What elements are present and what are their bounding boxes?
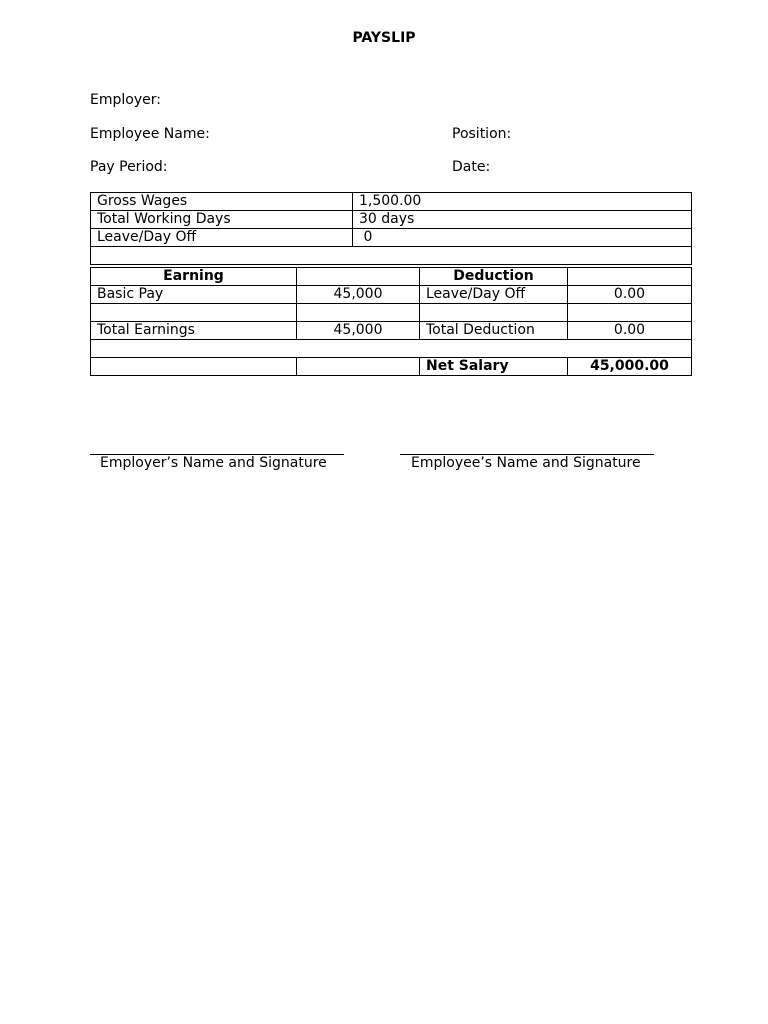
deduction-header: Deduction [420, 268, 568, 286]
totals-row [91, 322, 692, 340]
earning-header: Earning [91, 268, 297, 286]
breakdown-table [90, 267, 692, 376]
spacer-row [91, 340, 692, 358]
leave-value: 0 [353, 229, 692, 247]
gross-wages-label: Gross Wages [91, 193, 353, 211]
position-label: Position: [452, 126, 512, 142]
employee-name-label: Employee Name: [90, 126, 210, 142]
total-deduction-amount: 0.00 [568, 322, 692, 340]
pay-period-label: Pay Period: [90, 159, 168, 175]
empty-row [91, 304, 692, 322]
page-title: PAYSLIP [352, 30, 416, 46]
table-row [91, 193, 692, 211]
net-salary-label: Net Salary [420, 358, 568, 376]
total-earnings-label: Total Earnings [91, 322, 297, 340]
deduction-item: Leave/Day Off [420, 286, 568, 304]
working-days-label: Total Working Days [91, 211, 353, 229]
earning-amount: 45,000 [297, 286, 420, 304]
table-row [91, 286, 692, 304]
table-row [91, 211, 692, 229]
spacer-row [91, 247, 692, 265]
leave-label: Leave/Day Off [91, 229, 353, 247]
employer-signature-label: Employer’s Name and Signature [100, 455, 327, 471]
table-header-row [91, 268, 692, 286]
deduction-amount: 0.00 [568, 286, 692, 304]
table-row [91, 229, 692, 247]
total-earnings-amount: 45,000 [297, 322, 420, 340]
net-salary-amount: 45,000.00 [568, 358, 692, 376]
earning-item: Basic Pay [91, 286, 297, 304]
net-salary-row [91, 358, 692, 376]
summary-table [90, 192, 692, 265]
employee-signature-label: Employee’s Name and Signature [411, 455, 641, 471]
date-label: Date: [452, 159, 491, 175]
employer-label: Employer: [90, 92, 161, 108]
total-deduction-label: Total Deduction [420, 322, 568, 340]
gross-wages-value: 1,500.00 [353, 193, 692, 211]
working-days-value: 30 days [353, 211, 692, 229]
